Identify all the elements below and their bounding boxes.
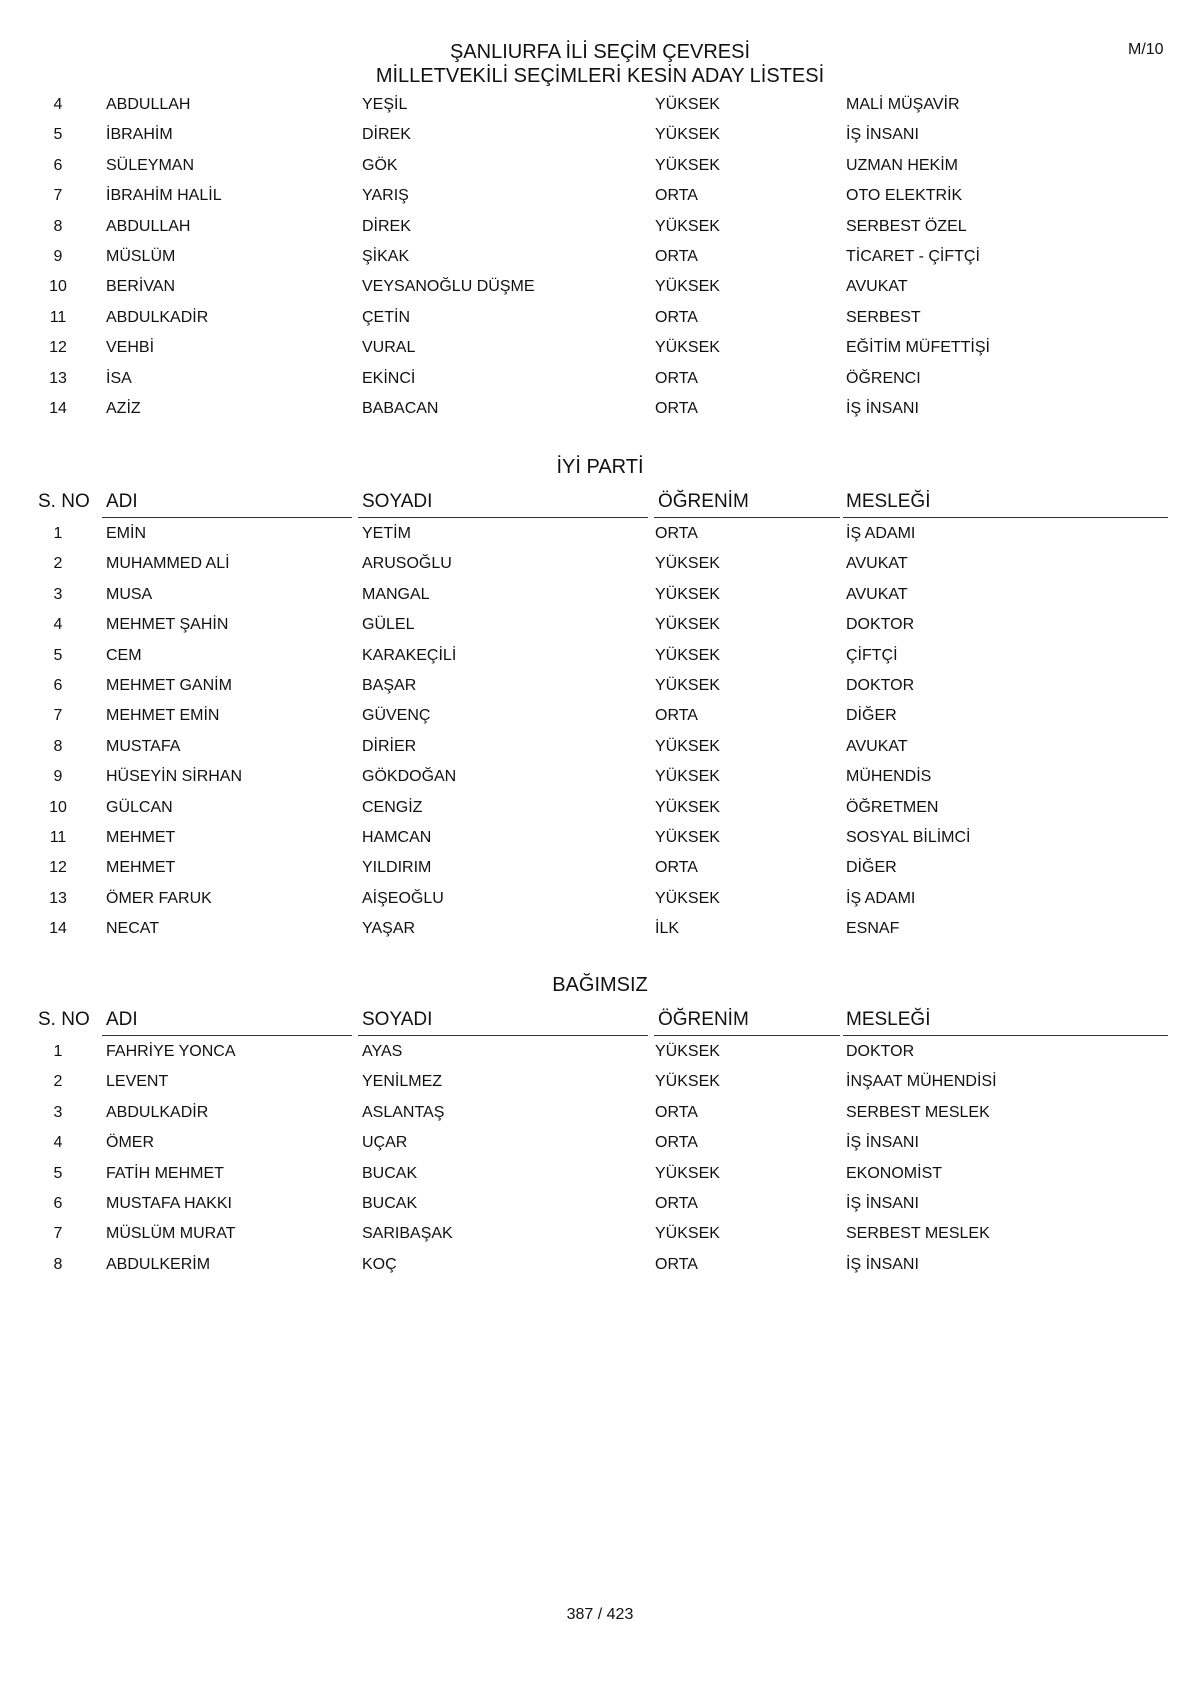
cell-soyadi: BUCAK bbox=[362, 1164, 418, 1182]
cell-no: 6 bbox=[53, 1194, 63, 1212]
header-underline bbox=[358, 1035, 648, 1036]
cell-no: 7 bbox=[53, 187, 63, 205]
cell-no: 8 bbox=[53, 737, 63, 755]
cell-ogrenim: YÜKSEK bbox=[655, 676, 720, 694]
header-underline bbox=[843, 517, 1168, 518]
table-row bbox=[38, 519, 1168, 549]
cell-meslegi: İŞ İNSANI bbox=[846, 1134, 919, 1152]
cell-soyadi: AİŞEOĞLU bbox=[362, 889, 444, 907]
cell-meslegi: DİĞER bbox=[846, 707, 897, 725]
section-title: İYİ PARTİ bbox=[556, 456, 644, 478]
cell-adi: MUHAMMED ALİ bbox=[106, 555, 230, 573]
cell-adi: İBRAHİM HALİL bbox=[106, 187, 222, 205]
table-row bbox=[38, 762, 1168, 792]
cell-ogrenim: ORTA bbox=[655, 187, 698, 205]
cell-adi: MEHMET EMİN bbox=[106, 707, 220, 725]
cell-adi: MUSTAFA bbox=[106, 737, 181, 755]
cell-meslegi: AVUKAT bbox=[846, 585, 908, 603]
cell-ogrenim: ORTA bbox=[655, 247, 698, 265]
header-underline bbox=[654, 1035, 840, 1036]
cell-adi: LEVENT bbox=[106, 1073, 169, 1091]
header-adi: ADI bbox=[106, 491, 138, 512]
cell-ogrenim: ORTA bbox=[655, 1134, 698, 1152]
cell-adi: CEM bbox=[106, 646, 142, 664]
cell-ogrenim: ORTA bbox=[655, 1194, 698, 1212]
cell-adi: VEHBİ bbox=[106, 339, 155, 357]
section-table bbox=[38, 1037, 1168, 1280]
cell-adi: FAHRİYE YONCA bbox=[106, 1043, 236, 1060]
table-row bbox=[38, 272, 1168, 302]
cell-no: 2 bbox=[53, 555, 63, 573]
cell-soyadi: GÜVENÇ bbox=[362, 707, 431, 725]
cell-meslegi: DİĞER bbox=[846, 859, 897, 877]
table-row bbox=[38, 1037, 1168, 1067]
cell-meslegi: UZMAN HEKİM bbox=[846, 156, 958, 174]
cell-soyadi: VEYSANOĞLU DÜŞME bbox=[362, 278, 535, 296]
title-line-2: MİLLETVEKİLİ SEÇİMLERİ KESİN ADAY LİSTESİ bbox=[375, 65, 825, 87]
cell-no: 14 bbox=[49, 920, 67, 938]
table-header bbox=[38, 488, 1168, 518]
cell-meslegi: SOSYAL BİLİMCİ bbox=[846, 828, 971, 846]
cell-soyadi: YETİM bbox=[362, 525, 411, 542]
cell-no: 11 bbox=[49, 308, 67, 326]
cell-ogrenim: YÜKSEK bbox=[655, 616, 720, 634]
cell-ogrenim: ORTA bbox=[655, 369, 698, 387]
cell-meslegi: SERBEST MESLEK bbox=[846, 1103, 990, 1121]
cell-ogrenim: YÜKSEK bbox=[655, 96, 720, 113]
cell-ogrenim: YÜKSEK bbox=[655, 828, 720, 846]
cell-ogrenim: YÜKSEK bbox=[655, 646, 720, 664]
cell-meslegi: SERBEST MESLEK bbox=[846, 1225, 990, 1243]
section-title: BAĞIMSIZ bbox=[552, 974, 648, 996]
cell-no: 5 bbox=[53, 126, 63, 144]
cell-meslegi: DOKTOR bbox=[846, 616, 915, 634]
cell-no: 6 bbox=[53, 676, 63, 694]
cell-no: 10 bbox=[49, 798, 67, 816]
cell-adi: BERİVAN bbox=[106, 278, 176, 296]
cell-adi: FATİH MEHMET bbox=[106, 1164, 224, 1182]
page-code: M/10 bbox=[1128, 41, 1164, 58]
cell-no: 12 bbox=[49, 339, 67, 357]
cell-adi: ABDULLAH bbox=[106, 217, 191, 235]
cell-adi: MÜSLÜM bbox=[106, 247, 176, 265]
cell-no: 10 bbox=[49, 278, 67, 296]
table-row bbox=[38, 151, 1168, 181]
header-underline bbox=[102, 517, 352, 518]
cell-soyadi: EKİNCİ bbox=[362, 369, 416, 387]
table-row bbox=[38, 732, 1168, 762]
cell-adi: MEHMET bbox=[106, 859, 176, 877]
header-no: S. NO bbox=[38, 1009, 90, 1030]
table-row bbox=[38, 1098, 1168, 1128]
table-row bbox=[38, 914, 1168, 944]
cell-soyadi: YILDIRIM bbox=[362, 859, 432, 877]
cell-ogrenim: YÜKSEK bbox=[655, 737, 720, 755]
cell-adi: MEHMET bbox=[106, 828, 176, 846]
cell-soyadi: VURAL bbox=[362, 339, 416, 357]
cell-no: 11 bbox=[49, 828, 67, 846]
header-soyadi: SOYADI bbox=[362, 1009, 433, 1030]
cell-no: 3 bbox=[53, 585, 63, 603]
cell-ogrenim: ORTA bbox=[655, 859, 698, 877]
cell-soyadi: CENGİZ bbox=[362, 798, 423, 816]
cell-soyadi: GÜLEL bbox=[362, 616, 415, 634]
cell-adi: MUSTAFA HAKKI bbox=[106, 1194, 232, 1212]
cell-meslegi: SERBEST ÖZEL bbox=[846, 217, 967, 235]
table-row bbox=[38, 181, 1168, 211]
cell-no: 4 bbox=[53, 1134, 63, 1152]
table-row bbox=[38, 610, 1168, 640]
table-row bbox=[38, 90, 1168, 120]
cell-soyadi: HAMCAN bbox=[362, 828, 432, 846]
cell-meslegi: ÇİFTÇİ bbox=[846, 646, 898, 664]
cell-no: 13 bbox=[49, 369, 67, 387]
cell-no: 12 bbox=[49, 859, 67, 877]
cell-adi: AZİZ bbox=[106, 399, 141, 417]
header-underline bbox=[102, 1035, 352, 1036]
cell-no: 3 bbox=[53, 1103, 63, 1121]
cell-meslegi: TİCARET - ÇİFTÇİ bbox=[846, 247, 980, 265]
table-row bbox=[38, 333, 1168, 363]
cell-meslegi: İŞ İNSANI bbox=[846, 126, 919, 144]
cell-soyadi: ARUSOĞLU bbox=[362, 555, 452, 573]
table-row bbox=[38, 1159, 1168, 1189]
cell-ogrenim: ORTA bbox=[655, 707, 698, 725]
table-row bbox=[38, 1128, 1168, 1158]
cell-meslegi: AVUKAT bbox=[846, 555, 908, 573]
header-ogrenim: ÖĞRENİM bbox=[658, 1009, 749, 1030]
cell-adi: MUSA bbox=[106, 585, 153, 603]
cell-soyadi: YENİLMEZ bbox=[362, 1073, 443, 1091]
cell-soyadi: SARIBAŞAK bbox=[362, 1225, 453, 1243]
cell-soyadi: BABACAN bbox=[362, 399, 439, 417]
cell-ogrenim: ORTA bbox=[655, 308, 698, 326]
cell-meslegi: EKONOMİST bbox=[846, 1164, 943, 1182]
cell-ogrenim: YÜKSEK bbox=[655, 1225, 720, 1243]
table-row bbox=[38, 793, 1168, 823]
table-row bbox=[38, 364, 1168, 394]
cell-no: 9 bbox=[53, 768, 63, 786]
cell-meslegi: İŞ ADAMI bbox=[846, 889, 916, 907]
cell-adi: MÜSLÜM MURAT bbox=[106, 1225, 236, 1243]
cell-ogrenim: ORTA bbox=[655, 525, 698, 542]
cell-adi: İBRAHİM bbox=[106, 126, 173, 144]
cell-no: 1 bbox=[53, 1043, 63, 1060]
cell-adi: MEHMET GANİM bbox=[106, 676, 232, 694]
cell-adi: GÜLCAN bbox=[106, 798, 173, 816]
header-underline bbox=[843, 1035, 1168, 1036]
cell-ogrenim: ORTA bbox=[655, 399, 698, 417]
continued-table bbox=[38, 90, 1168, 424]
table-row bbox=[38, 120, 1168, 150]
cell-no: 6 bbox=[53, 156, 63, 174]
cell-meslegi: EĞİTİM MÜFETTİŞİ bbox=[846, 339, 990, 357]
cell-soyadi: KOÇ bbox=[362, 1255, 397, 1273]
cell-adi: ÖMER FARUK bbox=[106, 889, 212, 907]
table-row bbox=[38, 1250, 1168, 1280]
cell-soyadi: ŞİKAK bbox=[362, 247, 410, 265]
cell-no: 9 bbox=[53, 247, 63, 265]
cell-ogrenim: YÜKSEK bbox=[655, 1073, 720, 1091]
table-row bbox=[38, 853, 1168, 883]
table-row bbox=[38, 212, 1168, 242]
table-row bbox=[38, 641, 1168, 671]
cell-soyadi: BAŞAR bbox=[362, 676, 417, 694]
table-header bbox=[38, 1006, 1168, 1036]
cell-soyadi: ASLANTAŞ bbox=[362, 1103, 445, 1121]
cell-ogrenim: ORTA bbox=[655, 1103, 698, 1121]
table-row bbox=[38, 1219, 1168, 1249]
cell-adi: ABDULLAH bbox=[106, 96, 191, 113]
cell-adi: NECAT bbox=[106, 920, 160, 938]
cell-meslegi: ÖĞRENCI bbox=[846, 369, 921, 387]
cell-no: 7 bbox=[53, 1225, 63, 1243]
cell-no: 4 bbox=[53, 96, 63, 113]
cell-meslegi: İŞ İNSANI bbox=[846, 1194, 919, 1212]
cell-soyadi: GÖKDOĞAN bbox=[362, 768, 457, 786]
cell-no: 4 bbox=[53, 616, 63, 634]
cell-no: 5 bbox=[53, 646, 63, 664]
table-row bbox=[38, 884, 1168, 914]
cell-soyadi: KARAKEÇİLİ bbox=[362, 646, 457, 664]
cell-soyadi: ÇETİN bbox=[362, 308, 410, 326]
cell-adi: ABDULKADİR bbox=[106, 1103, 209, 1121]
cell-meslegi: SERBEST bbox=[846, 308, 921, 326]
cell-ogrenim: YÜKSEK bbox=[655, 339, 720, 357]
cell-adi: ÖMER bbox=[106, 1134, 154, 1152]
cell-no: 8 bbox=[53, 1255, 63, 1273]
cell-adi: ABDULKERİM bbox=[106, 1255, 211, 1273]
table-row bbox=[38, 549, 1168, 579]
cell-ogrenim: YÜKSEK bbox=[655, 278, 720, 296]
table-row bbox=[38, 580, 1168, 610]
table-row bbox=[38, 1189, 1168, 1219]
cell-adi: İSA bbox=[106, 369, 132, 387]
cell-no: 1 bbox=[53, 525, 63, 542]
cell-ogrenim: YÜKSEK bbox=[655, 126, 720, 144]
cell-ogrenim: YÜKSEK bbox=[655, 889, 720, 907]
cell-meslegi: İNŞAAT MÜHENDİSİ bbox=[846, 1073, 997, 1091]
table-row bbox=[38, 242, 1168, 272]
page-number: 387 / 423 bbox=[566, 1606, 634, 1623]
section-table bbox=[38, 519, 1168, 944]
table-row bbox=[38, 671, 1168, 701]
cell-meslegi: DOKTOR bbox=[846, 676, 915, 694]
cell-no: 8 bbox=[53, 217, 63, 235]
cell-ogrenim: YÜKSEK bbox=[655, 1164, 720, 1182]
cell-meslegi: OTO ELEKTRİK bbox=[846, 187, 963, 205]
cell-soyadi: DİREK bbox=[362, 217, 411, 235]
cell-meslegi: İŞ İNSANI bbox=[846, 1255, 919, 1273]
table-row bbox=[38, 823, 1168, 853]
cell-meslegi: ESNAF bbox=[846, 920, 900, 938]
document-title bbox=[0, 40, 1200, 88]
table-row bbox=[38, 303, 1168, 333]
cell-soyadi: DİREK bbox=[362, 126, 411, 144]
cell-meslegi: DOKTOR bbox=[846, 1043, 915, 1060]
cell-soyadi: AYAS bbox=[362, 1043, 403, 1060]
cell-meslegi: AVUKAT bbox=[846, 737, 908, 755]
cell-adi: ABDULKADİR bbox=[106, 308, 209, 326]
cell-soyadi: YARIŞ bbox=[362, 187, 409, 205]
cell-ogrenim: YÜKSEK bbox=[655, 798, 720, 816]
cell-ogrenim: YÜKSEK bbox=[655, 585, 720, 603]
cell-no: 5 bbox=[53, 1164, 63, 1182]
cell-soyadi: DİRİER bbox=[362, 737, 417, 755]
cell-adi: MEHMET ŞAHİN bbox=[106, 616, 229, 634]
cell-soyadi: BUCAK bbox=[362, 1194, 418, 1212]
header-no: S. NO bbox=[38, 491, 90, 512]
cell-ogrenim: İLK bbox=[655, 920, 680, 938]
cell-soyadi: GÖK bbox=[362, 156, 398, 174]
header-underline bbox=[358, 517, 648, 518]
cell-meslegi: MALİ MÜŞAVİR bbox=[846, 96, 960, 113]
header-ogrenim: ÖĞRENİM bbox=[658, 491, 749, 512]
cell-ogrenim: YÜKSEK bbox=[655, 156, 720, 174]
header-meslegi: MESLEĞİ bbox=[846, 1009, 931, 1030]
cell-soyadi: MANGAL bbox=[362, 585, 430, 603]
cell-no: 13 bbox=[49, 889, 67, 907]
cell-soyadi: UÇAR bbox=[362, 1134, 408, 1152]
cell-ogrenim: YÜKSEK bbox=[655, 1043, 720, 1060]
table-row bbox=[38, 701, 1168, 731]
cell-no: 14 bbox=[49, 399, 67, 417]
title-line-1: ŞANLIURFA İLİ SEÇİM ÇEVRESİ bbox=[449, 41, 751, 63]
header-underline bbox=[654, 517, 840, 518]
header-soyadi: SOYADI bbox=[362, 491, 433, 512]
cell-meslegi: MÜHENDİS bbox=[846, 768, 932, 786]
table-row bbox=[38, 394, 1168, 424]
table-row bbox=[38, 1067, 1168, 1097]
cell-soyadi: YEŞİL bbox=[362, 96, 408, 113]
cell-adi: EMİN bbox=[106, 525, 146, 542]
cell-ogrenim: YÜKSEK bbox=[655, 768, 720, 786]
cell-adi: SÜLEYMAN bbox=[106, 156, 195, 174]
header-meslegi: MESLEĞİ bbox=[846, 491, 931, 512]
cell-no: 2 bbox=[53, 1073, 63, 1091]
cell-ogrenim: YÜKSEK bbox=[655, 217, 720, 235]
cell-soyadi: YAŞAR bbox=[362, 920, 416, 938]
header-adi: ADI bbox=[106, 1009, 138, 1030]
cell-meslegi: AVUKAT bbox=[846, 278, 908, 296]
cell-ogrenim: ORTA bbox=[655, 1255, 698, 1273]
cell-meslegi: ÖĞRETMEN bbox=[846, 798, 939, 816]
cell-meslegi: İŞ ADAMI bbox=[846, 525, 916, 542]
cell-no: 7 bbox=[53, 707, 63, 725]
cell-adi: HÜSEYİN SİRHAN bbox=[106, 768, 243, 786]
cell-meslegi: İŞ İNSANI bbox=[846, 399, 919, 417]
cell-ogrenim: YÜKSEK bbox=[655, 555, 720, 573]
